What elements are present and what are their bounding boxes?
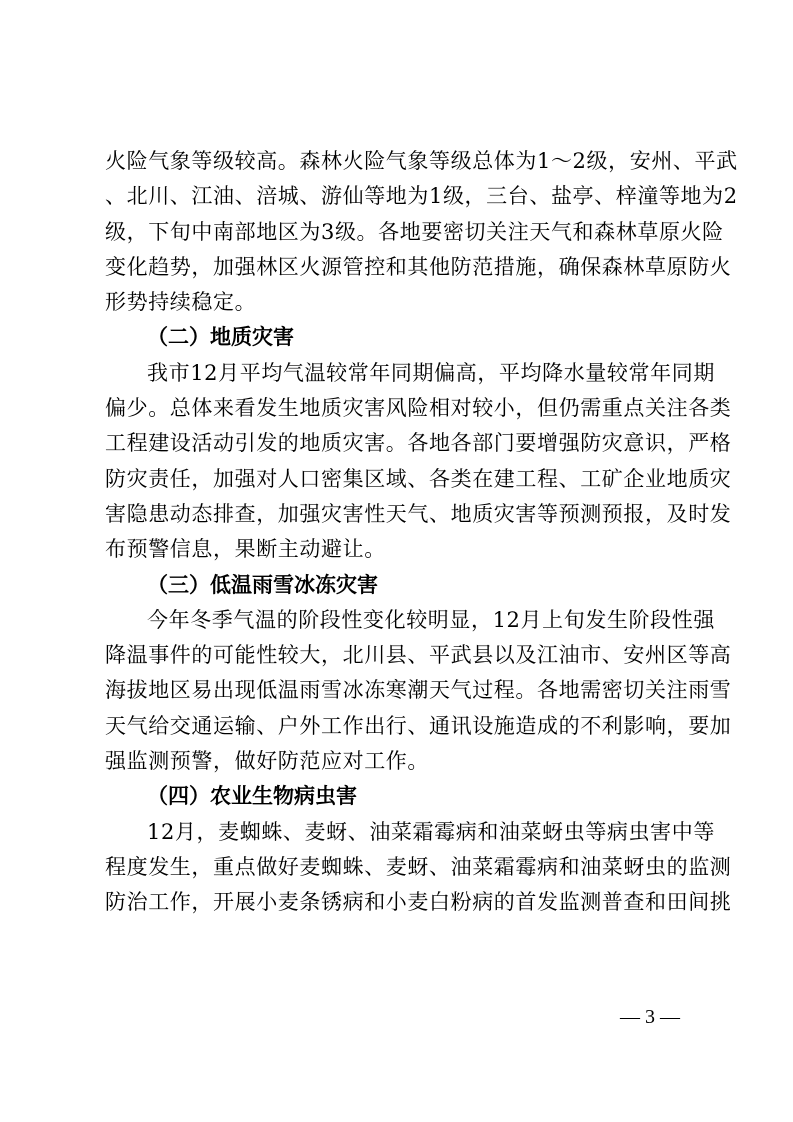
paragraph-line: 火险气象等级较高。森林火险气象等级总体为1～2级，安州、平武 [105, 149, 738, 173]
paragraph-line: 程度发生，重点做好麦蜘蛛、麦蚜、油菜霜霉病和油菜蚜虫的监测 [105, 854, 732, 879]
paragraph-line: 、北川、江油、涪城、游仙等地为1级，三台、盐亭、梓潼等地为2 [105, 184, 738, 209]
paragraph-line: 形势持续稳定。 [105, 290, 257, 315]
paragraph-forest-fire [105, 144, 738, 320]
section-heading-crop-pests: （四）农业生物病虫害 [147, 784, 357, 809]
paragraph-line: 变化趋势，加强林区火源管控和其他防范措施，确保森林草原防火 [105, 254, 732, 279]
paragraph-line: 害隐患动态排查，加强灾害性天气、地质灾害等预测预报，及时发 [105, 501, 732, 526]
section-heading-geological-disasters: （二）地质灾害 [147, 325, 294, 350]
paragraph-line: 防灾责任，加强对人口密集区域、各类在建工程、工矿企业地质灾 [105, 466, 732, 491]
paragraph-line: 工程建设活动引发的地质灾害。各地各部门要增强防灾意识，严格 [105, 431, 732, 456]
paragraph-line: 级，下旬中南部地区为3级。各地要密切关注天气和森林草原火险 [105, 219, 724, 244]
paragraph-line: 12月，麦蜘蛛、麦蚜、油菜霜霉病和油菜蚜虫等病虫害中等 [147, 819, 715, 844]
paragraph-crop-pests [105, 815, 732, 921]
paragraph-line: 我市12月平均气温较常年同期偏高，平均降水量较常年同期 [147, 360, 715, 385]
paragraph-line: 布预警信息，果断主动避让。 [105, 537, 386, 562]
paragraph-line: 强监测预警，做好防范应对工作。 [105, 749, 429, 774]
paragraph-line: 偏少。总体来看发生地质灾害风险相对较小，但仍需重点关注各类 [105, 396, 732, 421]
paragraph-geological-disasters [105, 356, 732, 568]
paragraph-line: 海拔地区易出现低温雨雪冰冻寒潮天气过程。各地需密切关注雨雪 [105, 678, 732, 703]
paragraph-line: 天气给交通运输、户外工作出行、通讯设施造成的不利影响，要加 [105, 713, 732, 738]
paragraph-line: 降温事件的可能性较大，北川县、平武县以及江油市、安州区等高 [105, 643, 732, 668]
paragraph-line: 今年冬季气温的阶段性变化较明显，12月上旬发生阶段性强 [147, 607, 715, 632]
page-number: — 3 — [620, 1006, 680, 1028]
paragraph-line: 防治工作，开展小麦条锈病和小麦白粉病的首发监测普查和田间挑 [105, 890, 732, 915]
section-heading-freezing-disasters: （三）低温雨雪冰冻灾害 [147, 572, 378, 597]
paragraph-freezing-disasters [105, 603, 732, 779]
document-body [105, 144, 738, 921]
